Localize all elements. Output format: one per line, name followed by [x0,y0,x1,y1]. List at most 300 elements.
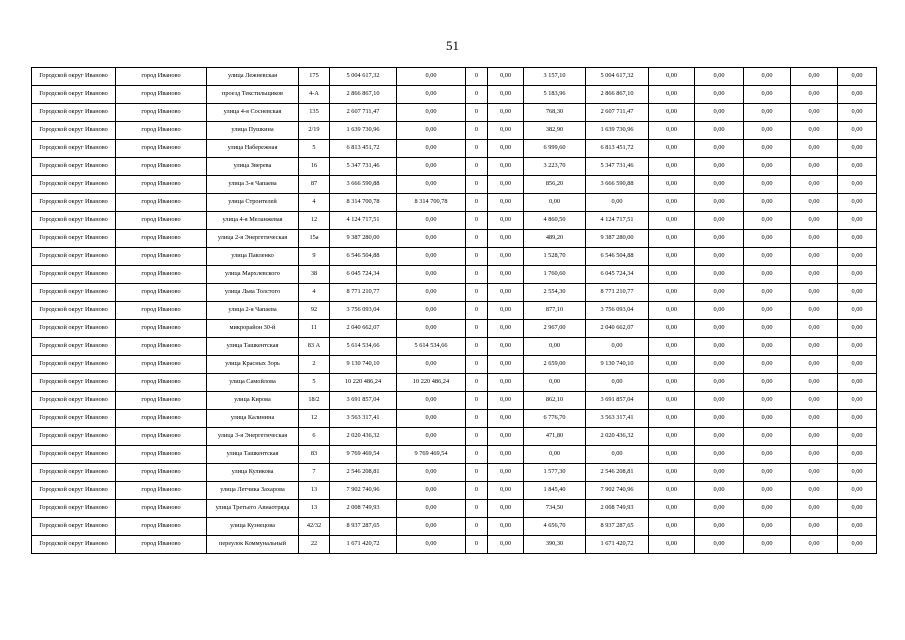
cell-count: 0 [466,230,488,248]
cell-house-number: 4 [299,194,330,212]
cell-col-13: 0,00 [744,266,791,284]
table-row [32,104,877,122]
cell-cost-share-c: 8 937 287,65 [586,518,649,536]
cell-col-11: 0,00 [649,212,695,230]
cell-col-12: 0,00 [695,230,744,248]
cell-cost-share-c: 6 813 451,72 [586,140,649,158]
cell-col-11: 0,00 [649,320,695,338]
cell-total-cost: 5 004 617,32 [330,68,397,86]
cell-cost-share-a: 0,00 [397,500,466,518]
cell-house-number: 83 [299,446,330,464]
table-row [32,410,877,428]
cell-area: 3 157,10 [524,68,586,86]
cell-cost-share-c: 5 347 731,46 [586,158,649,176]
cell-col-11: 0,00 [649,122,695,140]
cell-settlement: город Иваново [116,356,207,374]
cell-house-number: 2 [299,356,330,374]
cell-street: улица 4-я Меланжевая [207,212,299,230]
cell-area: 2 967,00 [524,320,586,338]
cell-col-11: 0,00 [649,392,695,410]
cell-col-15: 0,00 [838,104,877,122]
cell-municipality: Городской округ Иваново [32,158,116,176]
cell-settlement: город Иваново [116,86,207,104]
cell-col-14: 0,00 [791,302,838,320]
cell-house-number: 87 [299,176,330,194]
cell-col-12: 0,00 [695,158,744,176]
table-row [32,86,877,104]
cell-settlement: город Иваново [116,230,207,248]
cell-cost-share-a: 0,00 [397,410,466,428]
cell-col-13: 0,00 [744,428,791,446]
cell-cost-share-c: 0,00 [586,194,649,212]
cell-col-15: 0,00 [838,86,877,104]
cell-cost-share-b: 0,00 [488,464,524,482]
cell-col-12: 0,00 [695,176,744,194]
cell-cost-share-b: 0,00 [488,338,524,356]
cell-cost-share-c: 5 004 617,32 [586,68,649,86]
cell-col-11: 0,00 [649,482,695,500]
cell-cost-share-c: 9 130 740,10 [586,356,649,374]
cell-count: 0 [466,176,488,194]
cell-house-number: 5 [299,140,330,158]
cell-count: 0 [466,212,488,230]
cell-street: улица Лежневская [207,68,299,86]
cell-cost-share-c: 0,00 [586,338,649,356]
page-number: 51 [446,38,459,53]
cell-cost-share-b: 0,00 [488,194,524,212]
cell-municipality: Городской округ Иваново [32,374,116,392]
cell-total-cost: 3 666 590,88 [330,176,397,194]
cell-street: улица Кирова [207,392,299,410]
cell-count: 0 [466,266,488,284]
table-row [32,356,877,374]
cell-settlement: город Иваново [116,464,207,482]
cell-col-12: 0,00 [695,482,744,500]
cell-cost-share-a: 0,00 [397,212,466,230]
cell-area: 734,50 [524,500,586,518]
cell-cost-share-b: 0,00 [488,122,524,140]
cell-cost-share-b: 0,00 [488,536,524,554]
cell-total-cost: 9 130 740,10 [330,356,397,374]
cell-count: 0 [466,68,488,86]
cell-municipality: Городской округ Иваново [32,428,116,446]
cell-street: улица 4-я Сосневская [207,104,299,122]
cell-col-13: 0,00 [744,158,791,176]
cell-col-15: 0,00 [838,500,877,518]
cell-col-12: 0,00 [695,392,744,410]
cell-street: улица Павленко [207,248,299,266]
table-row [32,518,877,536]
cell-col-15: 0,00 [838,284,877,302]
cell-col-15: 0,00 [838,338,877,356]
cell-cost-share-c: 3 563 317,41 [586,410,649,428]
cell-col-14: 0,00 [791,518,838,536]
cell-cost-share-a: 5 614 534,66 [397,338,466,356]
cell-cost-share-a: 0,00 [397,284,466,302]
cell-area: 0,00 [524,374,586,392]
cell-count: 0 [466,500,488,518]
cell-street: улица Ташкентская [207,446,299,464]
cell-settlement: город Иваново [116,392,207,410]
cell-street: проезд Текстильщиков [207,86,299,104]
cell-total-cost: 6 045 724,34 [330,266,397,284]
cell-municipality: Городской округ Иваново [32,68,116,86]
cell-area: 4 656,70 [524,518,586,536]
cell-municipality: Городской округ Иваново [32,230,116,248]
cell-col-14: 0,00 [791,194,838,212]
cell-settlement: город Иваново [116,212,207,230]
cell-house-number: 12 [299,410,330,428]
cell-col-12: 0,00 [695,212,744,230]
cell-col-11: 0,00 [649,518,695,536]
cell-col-12: 0,00 [695,410,744,428]
cell-count: 0 [466,302,488,320]
cell-cost-share-c: 1 671 420,72 [586,536,649,554]
cell-house-number: 5 [299,374,330,392]
cell-col-13: 0,00 [744,518,791,536]
cell-cost-share-c: 6 546 504,88 [586,248,649,266]
table-row [32,482,877,500]
cell-cost-share-a: 0,00 [397,248,466,266]
cell-col-12: 0,00 [695,464,744,482]
cell-cost-share-b: 0,00 [488,320,524,338]
cell-area: 390,30 [524,536,586,554]
cell-municipality: Городской округ Иваново [32,518,116,536]
table-row [32,194,877,212]
cell-col-14: 0,00 [791,140,838,158]
cell-street: улица Калинина [207,410,299,428]
cell-count: 0 [466,284,488,302]
cell-total-cost: 10 220 486,24 [330,374,397,392]
cell-col-12: 0,00 [695,356,744,374]
cell-settlement: город Иваново [116,266,207,284]
cell-col-15: 0,00 [838,122,877,140]
cell-settlement: город Иваново [116,248,207,266]
cell-cost-share-c: 1 639 730,96 [586,122,649,140]
table-row [32,248,877,266]
cell-cost-share-c: 3 691 857,04 [586,392,649,410]
cell-col-13: 0,00 [744,248,791,266]
cell-col-14: 0,00 [791,176,838,194]
cell-cost-share-c: 3 756 093,04 [586,302,649,320]
cell-cost-share-c: 0,00 [586,446,649,464]
cell-count: 0 [466,392,488,410]
cell-area: 0,00 [524,446,586,464]
cell-settlement: город Иваново [116,518,207,536]
cell-settlement: город Иваново [116,302,207,320]
cell-settlement: город Иваново [116,320,207,338]
cell-col-14: 0,00 [791,86,838,104]
cell-col-14: 0,00 [791,428,838,446]
cell-area: 0,00 [524,194,586,212]
cell-total-cost: 8 937 287,65 [330,518,397,536]
cell-col-14: 0,00 [791,482,838,500]
cell-total-cost: 1 671 420,72 [330,536,397,554]
cell-count: 0 [466,464,488,482]
cell-col-14: 0,00 [791,410,838,428]
table-row [32,230,877,248]
cell-area: 1 577,30 [524,464,586,482]
cell-municipality: Городской округ Иваново [32,356,116,374]
cell-total-cost: 2 020 436,32 [330,428,397,446]
cell-count: 0 [466,104,488,122]
table-row [32,428,877,446]
cell-municipality: Городской округ Иваново [32,338,116,356]
cell-col-12: 0,00 [695,194,744,212]
cell-col-15: 0,00 [838,320,877,338]
cell-settlement: город Иваново [116,158,207,176]
cell-total-cost: 2 607 711,47 [330,104,397,122]
cell-total-cost: 3 563 317,41 [330,410,397,428]
cell-col-13: 0,00 [744,464,791,482]
cell-settlement: город Иваново [116,140,207,158]
cell-col-15: 0,00 [838,266,877,284]
cell-municipality: Городской округ Иваново [32,284,116,302]
cell-settlement: город Иваново [116,446,207,464]
cell-col-14: 0,00 [791,68,838,86]
cell-cost-share-b: 0,00 [488,86,524,104]
cell-municipality: Городской округ Иваново [32,176,116,194]
cell-area: 5 183,96 [524,86,586,104]
cell-total-cost: 4 124 717,51 [330,212,397,230]
cell-cost-share-c: 2 866 867,10 [586,86,649,104]
cell-col-12: 0,00 [695,302,744,320]
cell-settlement: город Иваново [116,68,207,86]
cell-col-13: 0,00 [744,104,791,122]
cell-house-number: 6 [299,428,330,446]
cell-house-number: 42/32 [299,518,330,536]
cell-count: 0 [466,158,488,176]
cell-col-11: 0,00 [649,266,695,284]
cell-settlement: город Иваново [116,176,207,194]
cell-cost-share-b: 0,00 [488,356,524,374]
cell-col-12: 0,00 [695,140,744,158]
cell-cost-share-b: 0,00 [488,158,524,176]
cell-area: 1 528,70 [524,248,586,266]
cell-municipality: Городской округ Иваново [32,212,116,230]
cell-cost-share-a: 0,00 [397,392,466,410]
cell-col-12: 0,00 [695,536,744,554]
cell-house-number: 16 [299,158,330,176]
cell-municipality: Городской округ Иваново [32,194,116,212]
cell-count: 0 [466,536,488,554]
cell-street: улица Зверева [207,158,299,176]
cell-total-cost: 2 546 208,81 [330,464,397,482]
cell-settlement: город Иваново [116,122,207,140]
cell-cost-share-a: 0,00 [397,266,466,284]
cell-municipality: Городской округ Иваново [32,302,116,320]
cell-col-12: 0,00 [695,104,744,122]
cell-count: 0 [466,338,488,356]
cell-house-number: 7 [299,464,330,482]
cell-col-13: 0,00 [744,500,791,518]
cell-col-12: 0,00 [695,428,744,446]
cell-cost-share-b: 0,00 [488,266,524,284]
cell-cost-share-a: 9 769 469,54 [397,446,466,464]
cell-house-number: 13 [299,482,330,500]
cell-cost-share-c: 2 607 711,47 [586,104,649,122]
cell-cost-share-b: 0,00 [488,410,524,428]
cell-area: 6 776,70 [524,410,586,428]
cell-total-cost: 5 614 534,66 [330,338,397,356]
table-row [32,338,877,356]
cell-house-number: 13 [299,500,330,518]
cell-area: 6 999,60 [524,140,586,158]
cell-col-12: 0,00 [695,266,744,284]
cell-col-15: 0,00 [838,194,877,212]
cell-col-11: 0,00 [649,176,695,194]
cell-col-13: 0,00 [744,140,791,158]
cell-col-11: 0,00 [649,302,695,320]
cell-col-15: 0,00 [838,518,877,536]
cell-settlement: город Иваново [116,536,207,554]
cell-col-13: 0,00 [744,374,791,392]
cell-col-14: 0,00 [791,500,838,518]
cell-col-13: 0,00 [744,320,791,338]
cell-count: 0 [466,410,488,428]
cell-col-13: 0,00 [744,482,791,500]
cell-house-number: 12 [299,212,330,230]
cell-col-12: 0,00 [695,446,744,464]
cell-cost-share-a: 0,00 [397,122,466,140]
cell-street: улица Куликова [207,464,299,482]
cell-col-14: 0,00 [791,266,838,284]
cell-col-11: 0,00 [649,410,695,428]
cell-cost-share-b: 0,00 [488,446,524,464]
cell-street: улица Третьего Авиаотряда [207,500,299,518]
cell-settlement: город Иваново [116,482,207,500]
cell-settlement: город Иваново [116,104,207,122]
cell-col-14: 0,00 [791,284,838,302]
cell-col-12: 0,00 [695,86,744,104]
cell-col-11: 0,00 [649,428,695,446]
cell-col-12: 0,00 [695,500,744,518]
cell-cost-share-b: 0,00 [488,374,524,392]
cell-total-cost: 6 546 504,88 [330,248,397,266]
cell-col-15: 0,00 [838,356,877,374]
table-body [32,68,877,554]
cell-total-cost: 9 387 280,00 [330,230,397,248]
cell-street: улица 3-я Чапаева [207,176,299,194]
cell-col-14: 0,00 [791,374,838,392]
table-row [32,212,877,230]
table-row [32,374,877,392]
cell-col-14: 0,00 [791,104,838,122]
cell-col-11: 0,00 [649,230,695,248]
cell-street: улица Пушкина [207,122,299,140]
cell-col-12: 0,00 [695,374,744,392]
cell-col-13: 0,00 [744,68,791,86]
cell-area: 0,00 [524,338,586,356]
cell-col-14: 0,00 [791,158,838,176]
cell-total-cost: 3 691 857,04 [330,392,397,410]
cell-col-12: 0,00 [695,338,744,356]
cell-col-15: 0,00 [838,428,877,446]
cell-cost-share-b: 0,00 [488,302,524,320]
cell-street: улица Кузнецова [207,518,299,536]
table-row [32,122,877,140]
cell-area: 856,20 [524,176,586,194]
cell-count: 0 [466,248,488,266]
cell-col-14: 0,00 [791,356,838,374]
cell-municipality: Городской округ Иваново [32,482,116,500]
cell-house-number: 175 [299,68,330,86]
cell-total-cost: 2 040 662,07 [330,320,397,338]
cell-house-number: 22 [299,536,330,554]
cell-col-12: 0,00 [695,284,744,302]
cell-count: 0 [466,482,488,500]
cell-cost-share-b: 0,00 [488,248,524,266]
cell-cost-share-a: 0,00 [397,482,466,500]
cell-count: 0 [466,446,488,464]
cell-area: 489,20 [524,230,586,248]
cell-col-13: 0,00 [744,302,791,320]
cell-house-number: 4-А [299,86,330,104]
table-row [32,500,877,518]
cell-municipality: Городской округ Иваново [32,104,116,122]
cell-area: 862,10 [524,392,586,410]
cell-total-cost: 1 639 730,96 [330,122,397,140]
cell-col-13: 0,00 [744,86,791,104]
cell-settlement: город Иваново [116,284,207,302]
cell-cost-share-c: 9 387 280,00 [586,230,649,248]
cell-col-15: 0,00 [838,482,877,500]
cell-street: улица Набережная [207,140,299,158]
table-row [32,536,877,554]
cell-cost-share-b: 0,00 [488,230,524,248]
cell-municipality: Городской округ Иваново [32,86,116,104]
cell-street: микрорайон 30-й [207,320,299,338]
cell-municipality: Городской округ Иваново [32,248,116,266]
cell-area: 1 760,60 [524,266,586,284]
cell-settlement: город Иваново [116,410,207,428]
data-table [31,67,877,554]
cell-cost-share-b: 0,00 [488,68,524,86]
table-row [32,284,877,302]
cell-col-15: 0,00 [838,446,877,464]
cell-street: улица 2-я Энергетическая [207,230,299,248]
cell-house-number: 18/2 [299,392,330,410]
cell-col-11: 0,00 [649,464,695,482]
cell-col-14: 0,00 [791,446,838,464]
cell-municipality: Городской округ Иваново [32,392,116,410]
table-row [32,302,877,320]
cell-col-11: 0,00 [649,86,695,104]
cell-cost-share-a: 0,00 [397,356,466,374]
cell-count: 0 [466,122,488,140]
cell-col-15: 0,00 [838,392,877,410]
cell-col-15: 0,00 [838,464,877,482]
cell-street: переулок Коммунальный [207,536,299,554]
cell-total-cost: 5 347 731,46 [330,158,397,176]
cell-total-cost: 8 771 210,77 [330,284,397,302]
cell-area: 3 223,70 [524,158,586,176]
cell-cost-share-a: 10 220 486,24 [397,374,466,392]
cell-cost-share-c: 0,00 [586,374,649,392]
table-row [32,464,877,482]
cell-col-15: 0,00 [838,374,877,392]
cell-total-cost: 9 769 469,54 [330,446,397,464]
cell-cost-share-a: 0,00 [397,518,466,536]
cell-house-number: 15а [299,230,330,248]
cell-total-cost: 6 813 451,72 [330,140,397,158]
cell-cost-share-c: 2 546 208,81 [586,464,649,482]
cell-col-14: 0,00 [791,248,838,266]
cell-col-11: 0,00 [649,140,695,158]
cell-cost-share-c: 4 124 717,51 [586,212,649,230]
cell-settlement: город Иваново [116,500,207,518]
cell-count: 0 [466,428,488,446]
